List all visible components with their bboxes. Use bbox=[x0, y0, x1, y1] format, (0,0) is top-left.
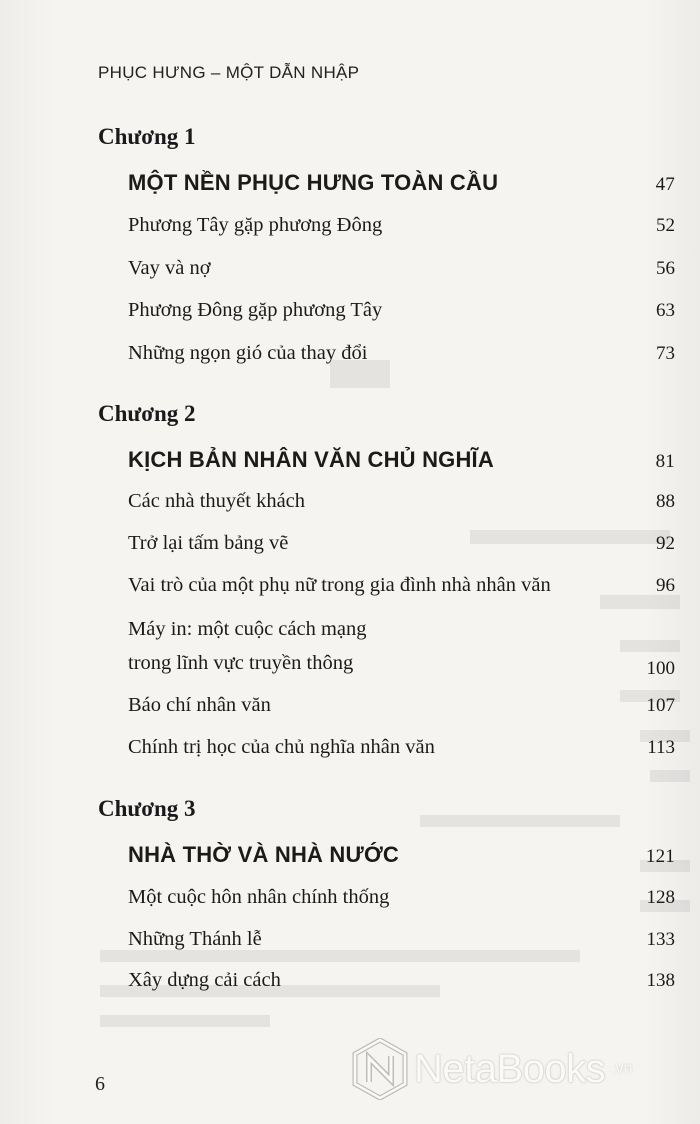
toc-entry-title: Một cuộc hôn nhân chính thống bbox=[128, 886, 390, 908]
watermark-suffix: .vn bbox=[611, 1060, 633, 1077]
toc-chapter-heading[interactable] bbox=[128, 447, 675, 473]
toc-chapter-heading[interactable] bbox=[128, 170, 675, 196]
toc-page-number: 128 bbox=[646, 887, 675, 908]
toc-entry[interactable] bbox=[128, 574, 675, 597]
toc-page-number: 92 bbox=[656, 533, 675, 554]
toc-heading-title: KỊCH BẢN NHÂN VĂN CHỦ NGHĨA bbox=[128, 447, 494, 472]
toc-entry[interactable] bbox=[128, 257, 675, 280]
toc-page-number: 47 bbox=[655, 174, 675, 195]
folio-page-number: 6 bbox=[95, 1073, 105, 1095]
toc-entry-title: Những ngọn gió của thay đổi bbox=[128, 342, 368, 364]
chapter-label: Chương 2 bbox=[98, 401, 196, 426]
toc-page-number: 107 bbox=[646, 695, 675, 716]
toc-page-number: 133 bbox=[646, 929, 675, 950]
toc-entry[interactable] bbox=[128, 342, 675, 365]
toc-entry[interactable] bbox=[128, 928, 675, 951]
toc-entry-title: Những Thánh lễ bbox=[128, 928, 262, 950]
toc-page-number: 52 bbox=[656, 215, 675, 236]
toc-entry-title: Phương Đông gặp phương Tây bbox=[128, 299, 383, 321]
toc-page-number: 56 bbox=[656, 258, 675, 279]
netabooks-logo-icon bbox=[352, 1038, 408, 1100]
watermark bbox=[352, 1038, 633, 1100]
toc-entry-title-line2: trong lĩnh vực truyền thông bbox=[128, 652, 354, 674]
toc-entry[interactable] bbox=[128, 214, 675, 237]
toc-entry-title: Xây dựng cải cách bbox=[128, 969, 281, 991]
toc-page-number: 88 bbox=[656, 491, 675, 512]
chapter-label: Chương 1 bbox=[98, 124, 196, 149]
toc-heading-title: NHÀ THỜ VÀ NHÀ NƯỚC bbox=[128, 842, 400, 867]
toc-entry-title: Phương Tây gặp phương Đông bbox=[128, 214, 383, 236]
toc-page-number: 96 bbox=[656, 575, 675, 596]
toc-entry-title: Báo chí nhân văn bbox=[128, 694, 271, 716]
toc-entry-title: Chính trị học của chủ nghĩa nhân văn bbox=[128, 736, 435, 758]
toc-entry-title: Trở lại tấm bảng vẽ bbox=[128, 532, 289, 554]
toc-entry-title bbox=[128, 612, 367, 680]
running-head: PHỤC HƯNG – MỘT DẪN NHẬP bbox=[98, 63, 360, 82]
watermark-brand: NetaBooks bbox=[414, 1046, 606, 1091]
toc-entry[interactable] bbox=[128, 969, 675, 992]
toc-entry-title: Vay và nợ bbox=[128, 257, 211, 279]
toc-entry[interactable] bbox=[128, 612, 675, 680]
toc-entry[interactable] bbox=[128, 490, 675, 513]
toc-page-number: 138 bbox=[646, 970, 675, 991]
toc-page-number: 100 bbox=[646, 658, 675, 679]
toc-page-number: 63 bbox=[656, 300, 675, 321]
toc-entry[interactable] bbox=[128, 886, 675, 909]
toc-entry-title-line1: Máy in: một cuộc cách mạng bbox=[128, 618, 367, 640]
toc-entry-title: Các nhà thuyết khách bbox=[128, 490, 306, 512]
toc-entry[interactable] bbox=[128, 736, 675, 759]
toc-page-number: 81 bbox=[655, 451, 675, 472]
toc-heading-title: MỘT NỀN PHỤC HƯNG TOÀN CẦU bbox=[128, 170, 499, 195]
toc-entry[interactable] bbox=[128, 532, 675, 555]
toc-page-number: 73 bbox=[656, 343, 675, 364]
toc-chapter-heading[interactable] bbox=[128, 842, 675, 868]
toc-entry[interactable] bbox=[128, 694, 675, 717]
toc-entry[interactable] bbox=[128, 299, 675, 322]
chapter-label: Chương 3 bbox=[98, 796, 196, 821]
toc-entry-title: Vai trò của một phụ nữ trong gia đình nhà nhân văn bbox=[128, 574, 551, 596]
toc-page-number: 113 bbox=[647, 737, 675, 758]
toc-page-number: 121 bbox=[645, 846, 675, 867]
